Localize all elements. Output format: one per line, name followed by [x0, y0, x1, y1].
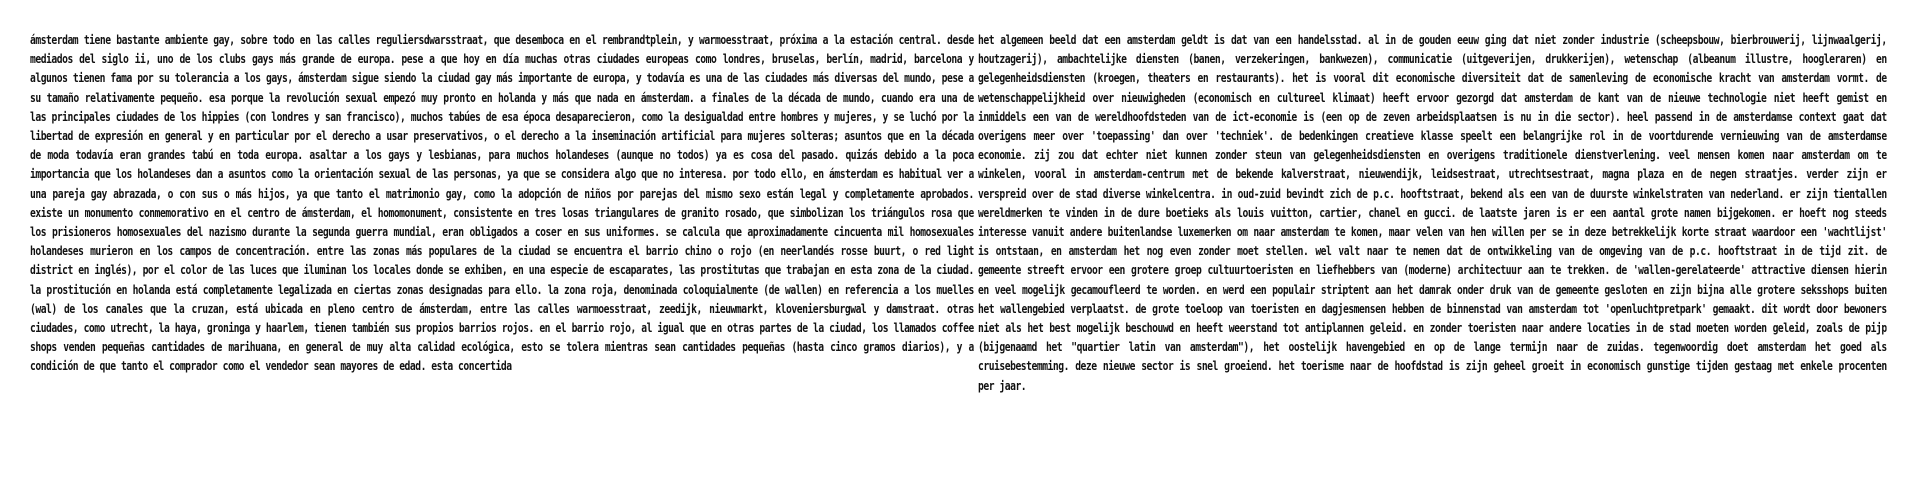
left-column-paragraph: ámsterdam tiene bastante ambiente gay, sobre todo en las calles reguliersdwarsstraat, que desemboca en el rembrandtplein, y warmoesstraat, próxima a la estación central. desde mediados del siglo ii, uno de los clubs gays más grande de europa. pese a que hoy en día muchas otras ciudades europeas como londres, bruselas, berlín, madrid, barcelona y algunos tienen fama por su tolerancia a los gays, ámsterdam sigue siendo la ciudad gay más importante de europa, y todavía es una de las ciudades más diversas del mundo, pese a su tamaño relativamente pequeño. esa porque la revolución sexual empezó muy pronto en holanda y más que nada en ámsterdam. a finales de la década de mundo, cuando era una de las principales ciudades de los hippies (con londres y san francisco), muchos tabúes de esa época desaparecieron, como la desigualdad entre hombres y mujeres, y se luchó por la libertad de expresión en general y en particular por el derecho a usar preservativos, o el derecho a la inseminación artificial para mujeres solteras; asuntos que en la década de moda todavía eran grandes tabú en toda europa. asaltar a los gays y lesbianas, para muchos holandeses (aunque no todos) ya es cosa del pasado. quizás debido a la poca importancia que los holandeses dan a asuntos como la orientación sexual de las personas, ya que se considera algo que no interesa. por todo ello, en ámsterdam es habitual ver a una pareja gay abrazada, o con sus o más hijos, ya que tanto el matrimonio gay, como la adopción de niños por parejas del mismo sexo están legal y completamente aprobados. existe un monumento conmemorativo en el centro de ámsterdam, el homomonument, consistente en tres losas triangulares de granito rosado, que simbolizan los triángulos rosa que los prisioneros homosexuales del nazismo durante la segunda guerra mundial, eran obligados a coser en sus uniformes. se calcula que aproximadamente cincuenta mil homosexuales holandeses murieron en los campos de concentración. entre las zonas más populares de la ciudad se encuentra el barrio chino o rojo (en neerlandés rosse buurt, o red light district en inglés), por el color de las luces que iluminan los locales donde se exhiben, en una especie de escaparates, las prostitutas que trabajan en esta zona de la ciudad. la prostitución en holanda está completamente legalizada en ciertas zonas designadas para ello. la zona roja, denominada coloquialmente (de wallen) en referencia a los muelles (wal) de los canales que la cruzan, está ubicada en pleno centro de ámsterdam, entre las calles warmoesstraat, zeedijk, nieuwmarkt, kloveniersburgwal y damstraat. otras ciudades, como utrecht, la haya, groninga y haarlem, tienen también sus propios barrios rojos. en el barrio rojo, al igual que en otras partes de la ciudad, los llamados coffee shops venden pequeñas cantidades de marihuana, en general de muy alta calidad ecológica, esto se tolera mientras sean cantidades pequeñas (hasta cinco gramos diarios), y a condición de que tanto el comprador como el vendedor sean mayores de edad. esta concertida — [30, 32, 974, 374]
right-column-paragraph: het algemeen beeld dat een amsterdam geldt is dat van een handelsstad. al in de gouden eeuw ging dat niet zonder industrie (scheepsbouw, bierbrouwerij, lijnwaalgerij, houtzagerij), ambachtelijke diensten (banen, verzekeringen, bankwezen), communicatie (uitgeverijen, drukkerijen), wetenschap (albeanum illustre, hoogleraren) en gelegenheidsdiensten (kroegen, theaters en restaurants). het is vooral dit economische diversiteit dat de samenleving de economische kracht van amsterdam vormt. de wetenschappelijkheid over nieuwigheden (economisch en cultureel klimaat) heeft ervoor gezorgd dat amsterdam de kant van de nieuwe technologie niet heeft gemist en inmiddels een van de wereldhoofdsteden van de ict-economie is (een op de zeven arbeidsplaatsen is nu in die sector). heel passend in de amsterdamse context gaat dat overigens meer over 'toepassing' dan over 'techniek'. de bedenkingen creatieve klasse speelt een belangrijke rol in de voortdurende vernieuwing van de amsterdamse economie. zij zou dat echter niet kunnen zonder steun van gelegenheidsdiensten en overigens traditionele dienstverlening. veel mensen komen naar amsterdam om te winkelen, vooral in amsterdam-centrum met de bekende kalverstraat, nieuwendijk, leidsestraat, utrechtsestraat, magna plaza en de negen straatjes. verder zijn er verspreid over de stad diverse winkelcentra. in oud-zuid bevindt zich de p.c. hooftstraat, bekend als een van de duurste winkelstraten van nederland. er zijn tientallen wereldmerken te vinden in de dure boetieks als louis vuitton, cartier, chanel en gucci. de laatste jaren is er een aantal grote namen bijgekomen. er hoeft nog steeds interesse vanuit andere buitenlandse luxemerken om naar amsterdam te komen, maar velen van hen willen per se in deze betrekkelijk korte straat waardoor een 'wachtlijst' is ontstaan, en amsterdam het nog even zonder moet stellen. wel valt naar te nemen dat de ontwikkeling van de omgeving van de p.c. hooftstraat in de tijd zit. de gemeente streeft ervoor een grotere groep cultuurtoeristen en liefhebbers van (moderne) architectuur aan te trekken. de 'wallen-gerelateerde' attractive diensen hierin en veel mogelijk gecamoufleerd te worden. en werd een populair striptent aan het damrak onder druk van de gemeente gesloten en zijn bijna alle grotere seksshops buiten het wallengebied verplaatst. de grote toeloop van toeristen en dagjesmensen hebben de binnenstad van amsterdam tot 'openluchtpretpark' gemaakt. dit wordt door bewoners niet als het best mogelijk beschouwd en heeft weerstand tot antiplannen geleid. en zonder toeristen naar andere locaties in de stad moeten worden geleid, zoals de pijp (bijgenaamd het "quartier latin van amsterdam"), het oostelijk havengebied en op de lange termijn naar de zuidas. tegenwoordig doet amsterdam het goed als cruisebestemming. deze nieuwe sector is snel groeiend. het toerisme naar de hoofdstad is zijn geheel groeit in economisch gunstige tijden gestaag met enkele procenten per jaar. — [978, 32, 1887, 393]
right-text-column — [978, 30, 1887, 395]
left-text-column — [30, 30, 974, 376]
